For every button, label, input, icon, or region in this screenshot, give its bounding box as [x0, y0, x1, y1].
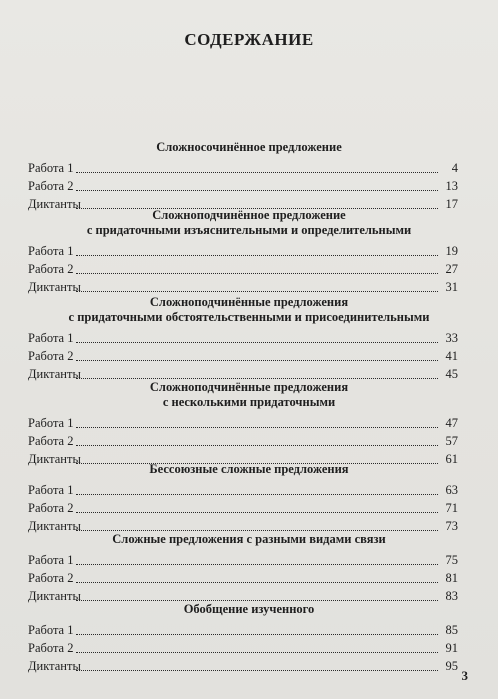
entry-page-number: 63 [445, 483, 458, 497]
dot-leader [76, 342, 438, 343]
entry-page-number: 45 [445, 367, 458, 381]
toc-section [0, 380, 498, 468]
entry-label: Диктанты [28, 519, 81, 533]
entry-label: Диктанты [28, 452, 81, 466]
entry-page-number: 95 [445, 659, 458, 673]
entry-label: Диктанты [28, 589, 81, 603]
dot-leader [76, 190, 438, 191]
toc-entry[interactable] [28, 432, 458, 450]
toc-section [0, 140, 498, 213]
dot-leader [76, 291, 438, 292]
toc-entry[interactable] [28, 347, 458, 365]
toc-entry[interactable] [28, 242, 458, 260]
entry-label: Работа 1 [28, 553, 74, 567]
section-heading: с придаточными изъяснительными и определительными [86, 223, 412, 237]
entry-label: Диктанты [28, 659, 81, 673]
dot-leader [76, 378, 438, 379]
section-heading: Сложноподчинённые предложения [149, 295, 349, 309]
toc-entry[interactable] [28, 639, 458, 657]
toc-entry[interactable] [28, 260, 458, 278]
entry-page-number: 91 [445, 641, 458, 655]
dot-leader [76, 512, 438, 513]
toc-entry[interactable] [28, 481, 458, 499]
toc-entry[interactable] [28, 414, 458, 432]
dot-leader [76, 427, 438, 428]
dot-leader [76, 634, 438, 635]
entry-page-number: 17 [445, 197, 458, 211]
entry-page-number: 85 [445, 623, 458, 637]
section-heading: с придаточными обстоятельственными и присоединительными [68, 310, 430, 324]
entry-label: Работа 1 [28, 623, 74, 637]
dot-leader [76, 600, 438, 601]
entry-page-number: 13 [445, 179, 458, 193]
dot-leader [76, 445, 438, 446]
entry-page-number: 71 [445, 501, 458, 515]
page-number: 3 [461, 668, 468, 683]
dot-leader [76, 172, 438, 173]
dot-leader [76, 360, 438, 361]
entry-page-number: 27 [445, 262, 458, 276]
entry-page-number: 19 [445, 244, 458, 258]
entry-page-number: 75 [445, 553, 458, 567]
section-heading: Бессоюзные сложные предложения [149, 462, 349, 476]
toc-entry[interactable] [28, 329, 458, 347]
entry-page-number: 33 [445, 331, 458, 345]
entry-page-number: 73 [445, 519, 458, 533]
toc-section [0, 295, 498, 383]
toc-entry[interactable] [28, 177, 458, 195]
toc-entry[interactable] [28, 551, 458, 569]
toc-entry[interactable] [28, 657, 458, 675]
section-heading: Сложные предложения с разными видами связи [112, 532, 386, 546]
toc-entry[interactable] [28, 278, 458, 296]
dot-leader [76, 670, 438, 671]
section-heading: Сложноподчинённое предложение [152, 208, 346, 222]
entry-label: Работа 1 [28, 331, 74, 345]
entry-label: Работа 1 [28, 483, 74, 497]
entry-page-number: 47 [445, 416, 458, 430]
entry-label: Работа 2 [28, 641, 74, 655]
entry-label: Работа 2 [28, 571, 74, 585]
section-heading: Сложносочинённое предложение [156, 140, 342, 154]
toc-entry[interactable] [28, 159, 458, 177]
section-heading: с несколькими придаточными [162, 395, 336, 409]
entry-label: Диктанты [28, 280, 81, 294]
dot-leader [76, 494, 438, 495]
dot-leader [76, 530, 438, 531]
entry-page-number: 61 [445, 452, 458, 466]
entry-page-number: 4 [451, 161, 458, 175]
entry-label: Работа 2 [28, 349, 74, 363]
dot-leader [76, 652, 438, 653]
toc-section [0, 532, 498, 605]
entry-page-number: 41 [445, 349, 458, 363]
entry-label: Работа 1 [28, 244, 74, 258]
entry-label: Работа 2 [28, 179, 74, 193]
entry-page-number: 83 [445, 589, 458, 603]
section-heading: Обобщение изученного [183, 602, 315, 616]
entry-label: Работа 1 [28, 416, 74, 430]
entry-label: Работа 2 [28, 262, 74, 276]
entry-label: Работа 2 [28, 501, 74, 515]
dot-leader [76, 564, 438, 565]
entry-label: Работа 2 [28, 434, 74, 448]
entry-page-number: 81 [445, 571, 458, 585]
dot-leader [76, 273, 438, 274]
entry-label: Работа 1 [28, 161, 74, 175]
entry-page-number: 57 [445, 434, 458, 448]
entry-label: Диктанты [28, 367, 81, 381]
section-heading: Сложноподчинённые предложения [149, 380, 349, 394]
entry-label: Диктанты [28, 197, 81, 211]
entry-page-number: 31 [445, 280, 458, 294]
dot-leader [76, 255, 438, 256]
toc-section [0, 462, 498, 535]
toc-entry[interactable] [28, 569, 458, 587]
toc-section [0, 208, 498, 296]
toc-section [0, 602, 498, 675]
toc-entry[interactable] [28, 499, 458, 517]
toc-entry[interactable] [28, 621, 458, 639]
page-title: СОДЕРЖАНИЕ [184, 30, 314, 49]
dot-leader [76, 582, 438, 583]
